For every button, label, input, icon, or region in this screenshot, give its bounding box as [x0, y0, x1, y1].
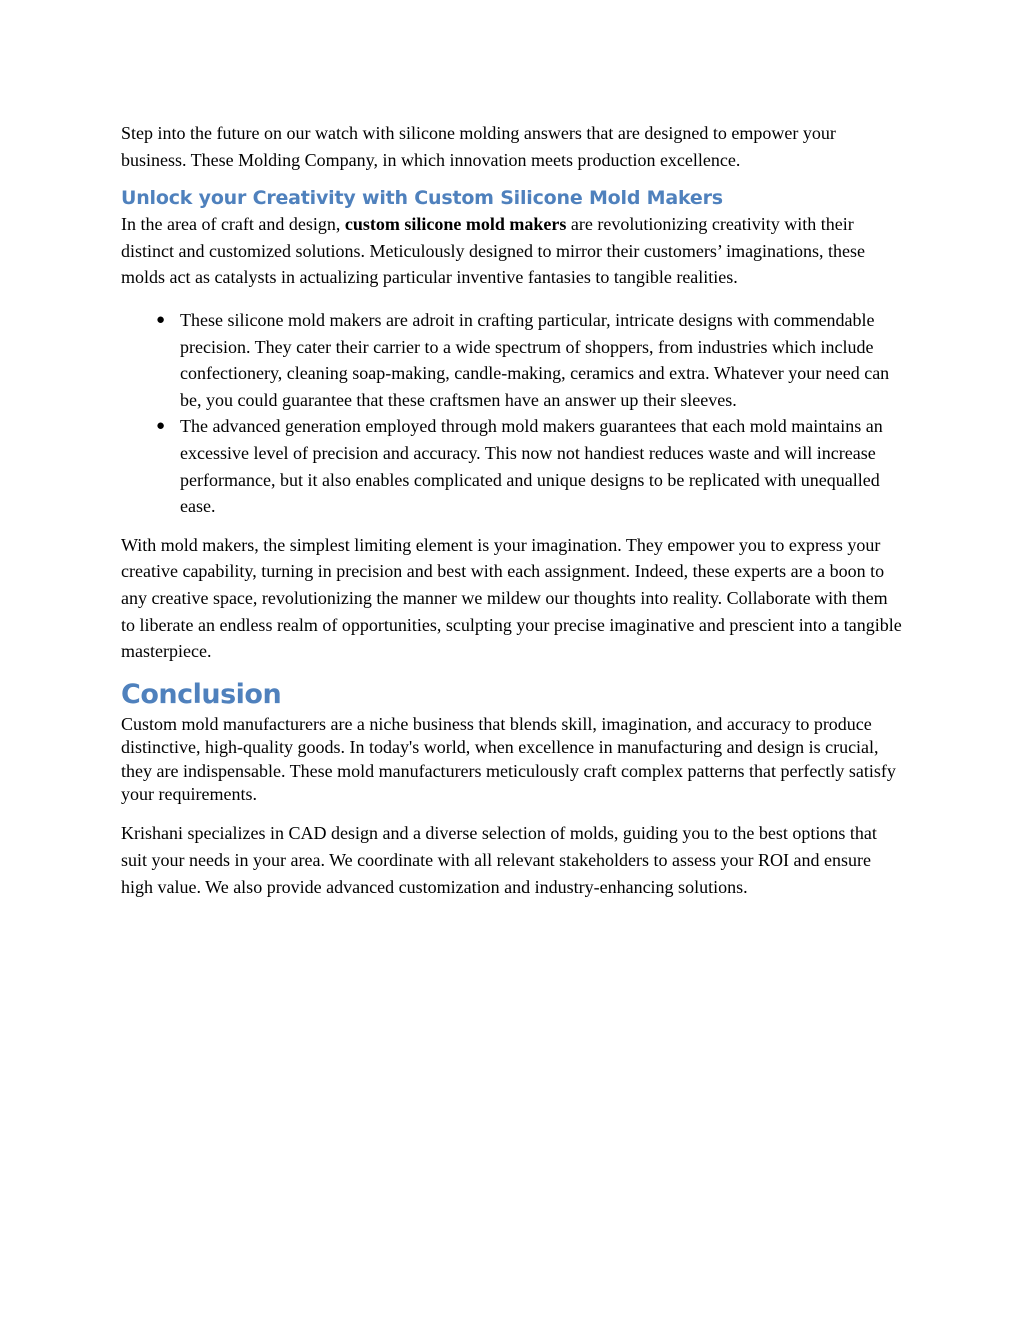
- section-paragraph-lead: In the area of craft and design,: [121, 214, 345, 235]
- company-paragraph: Krishani specializes in CAD design and a diverse selection of molds, guiding you to the best options that suit your needs in your area. We coordinate with all relevant stakeholders to assess your ROI and ensure high value. We also provide advanced customization and industry-enhancing solutions.: [121, 823, 877, 897]
- section-paragraph-rest: are revolutionizing creativity with their distinct and customized solutions. Meticulously designed to mirror their customers’ imaginations, these molds act as catalysts in actualizing particular inventive fantasies to tangible realities.: [121, 214, 866, 288]
- list-item: [156, 307, 905, 413]
- bullet-icon: ●: [156, 418, 166, 435]
- section-heading-custom-silicone-mold-makers: Unlock your Creativity with Custom Silicone Mold Makers: [121, 187, 723, 210]
- conclusion-paragraph: Custom mold manufacturers are a niche business that blends skill, imagination, and accuracy to produce distinctive, high-quality goods. In today's world, when excellence in manufacturing and design is crucial, they are indispensable. These mold manufacturers meticulously craft complex patterns that perfectly satisfy your requirements.: [121, 713, 896, 804]
- closing-paragraph: With mold makers, the simplest limiting element is your imagination. They empower you to express your creative capability, turning in precision and best with each assignment. Indeed, these experts are a boon to any creative space, revolutionizing the manner we mildew our thoughts into reality. Collaborate with them to liberate an endless realm of opportunities, sculpting your precise imaginative and prescient into a tangible masterpiece.: [121, 534, 902, 662]
- document-page: [121, 120, 905, 900]
- list-item-text: These silicone mold makers are adroit in crafting particular, intricate designs with commendable precision. They cater their carrier to a wide spectrum of shoppers, from industries which include confectionery, cleaning soap-making, candle-making, ceramics and extra. Whatever your need can be, you could guarantee that these craftsmen have an answer up their sleeves.: [180, 309, 890, 410]
- section-paragraph-bold-term: custom silicone mold makers: [344, 214, 567, 235]
- bullet-icon: ●: [156, 311, 166, 328]
- list-item: [156, 413, 905, 519]
- intro-paragraph: Step into the future on our watch with silicone molding answers that are designed to empower your business. These Molding Company, in which innovation meets production excellence.: [121, 123, 836, 170]
- section-paragraph: [121, 211, 905, 291]
- bullet-list: [121, 307, 905, 520]
- list-item-text: The advanced generation employed through mold makers guarantees that each mold maintains an excessive level of precision and accuracy. This now not handiest reduces waste and will increase performance, but it also enables complicated and unique designs to be replicated with unequalled ease.: [180, 416, 883, 517]
- conclusion-heading: Conclusion: [121, 678, 282, 710]
